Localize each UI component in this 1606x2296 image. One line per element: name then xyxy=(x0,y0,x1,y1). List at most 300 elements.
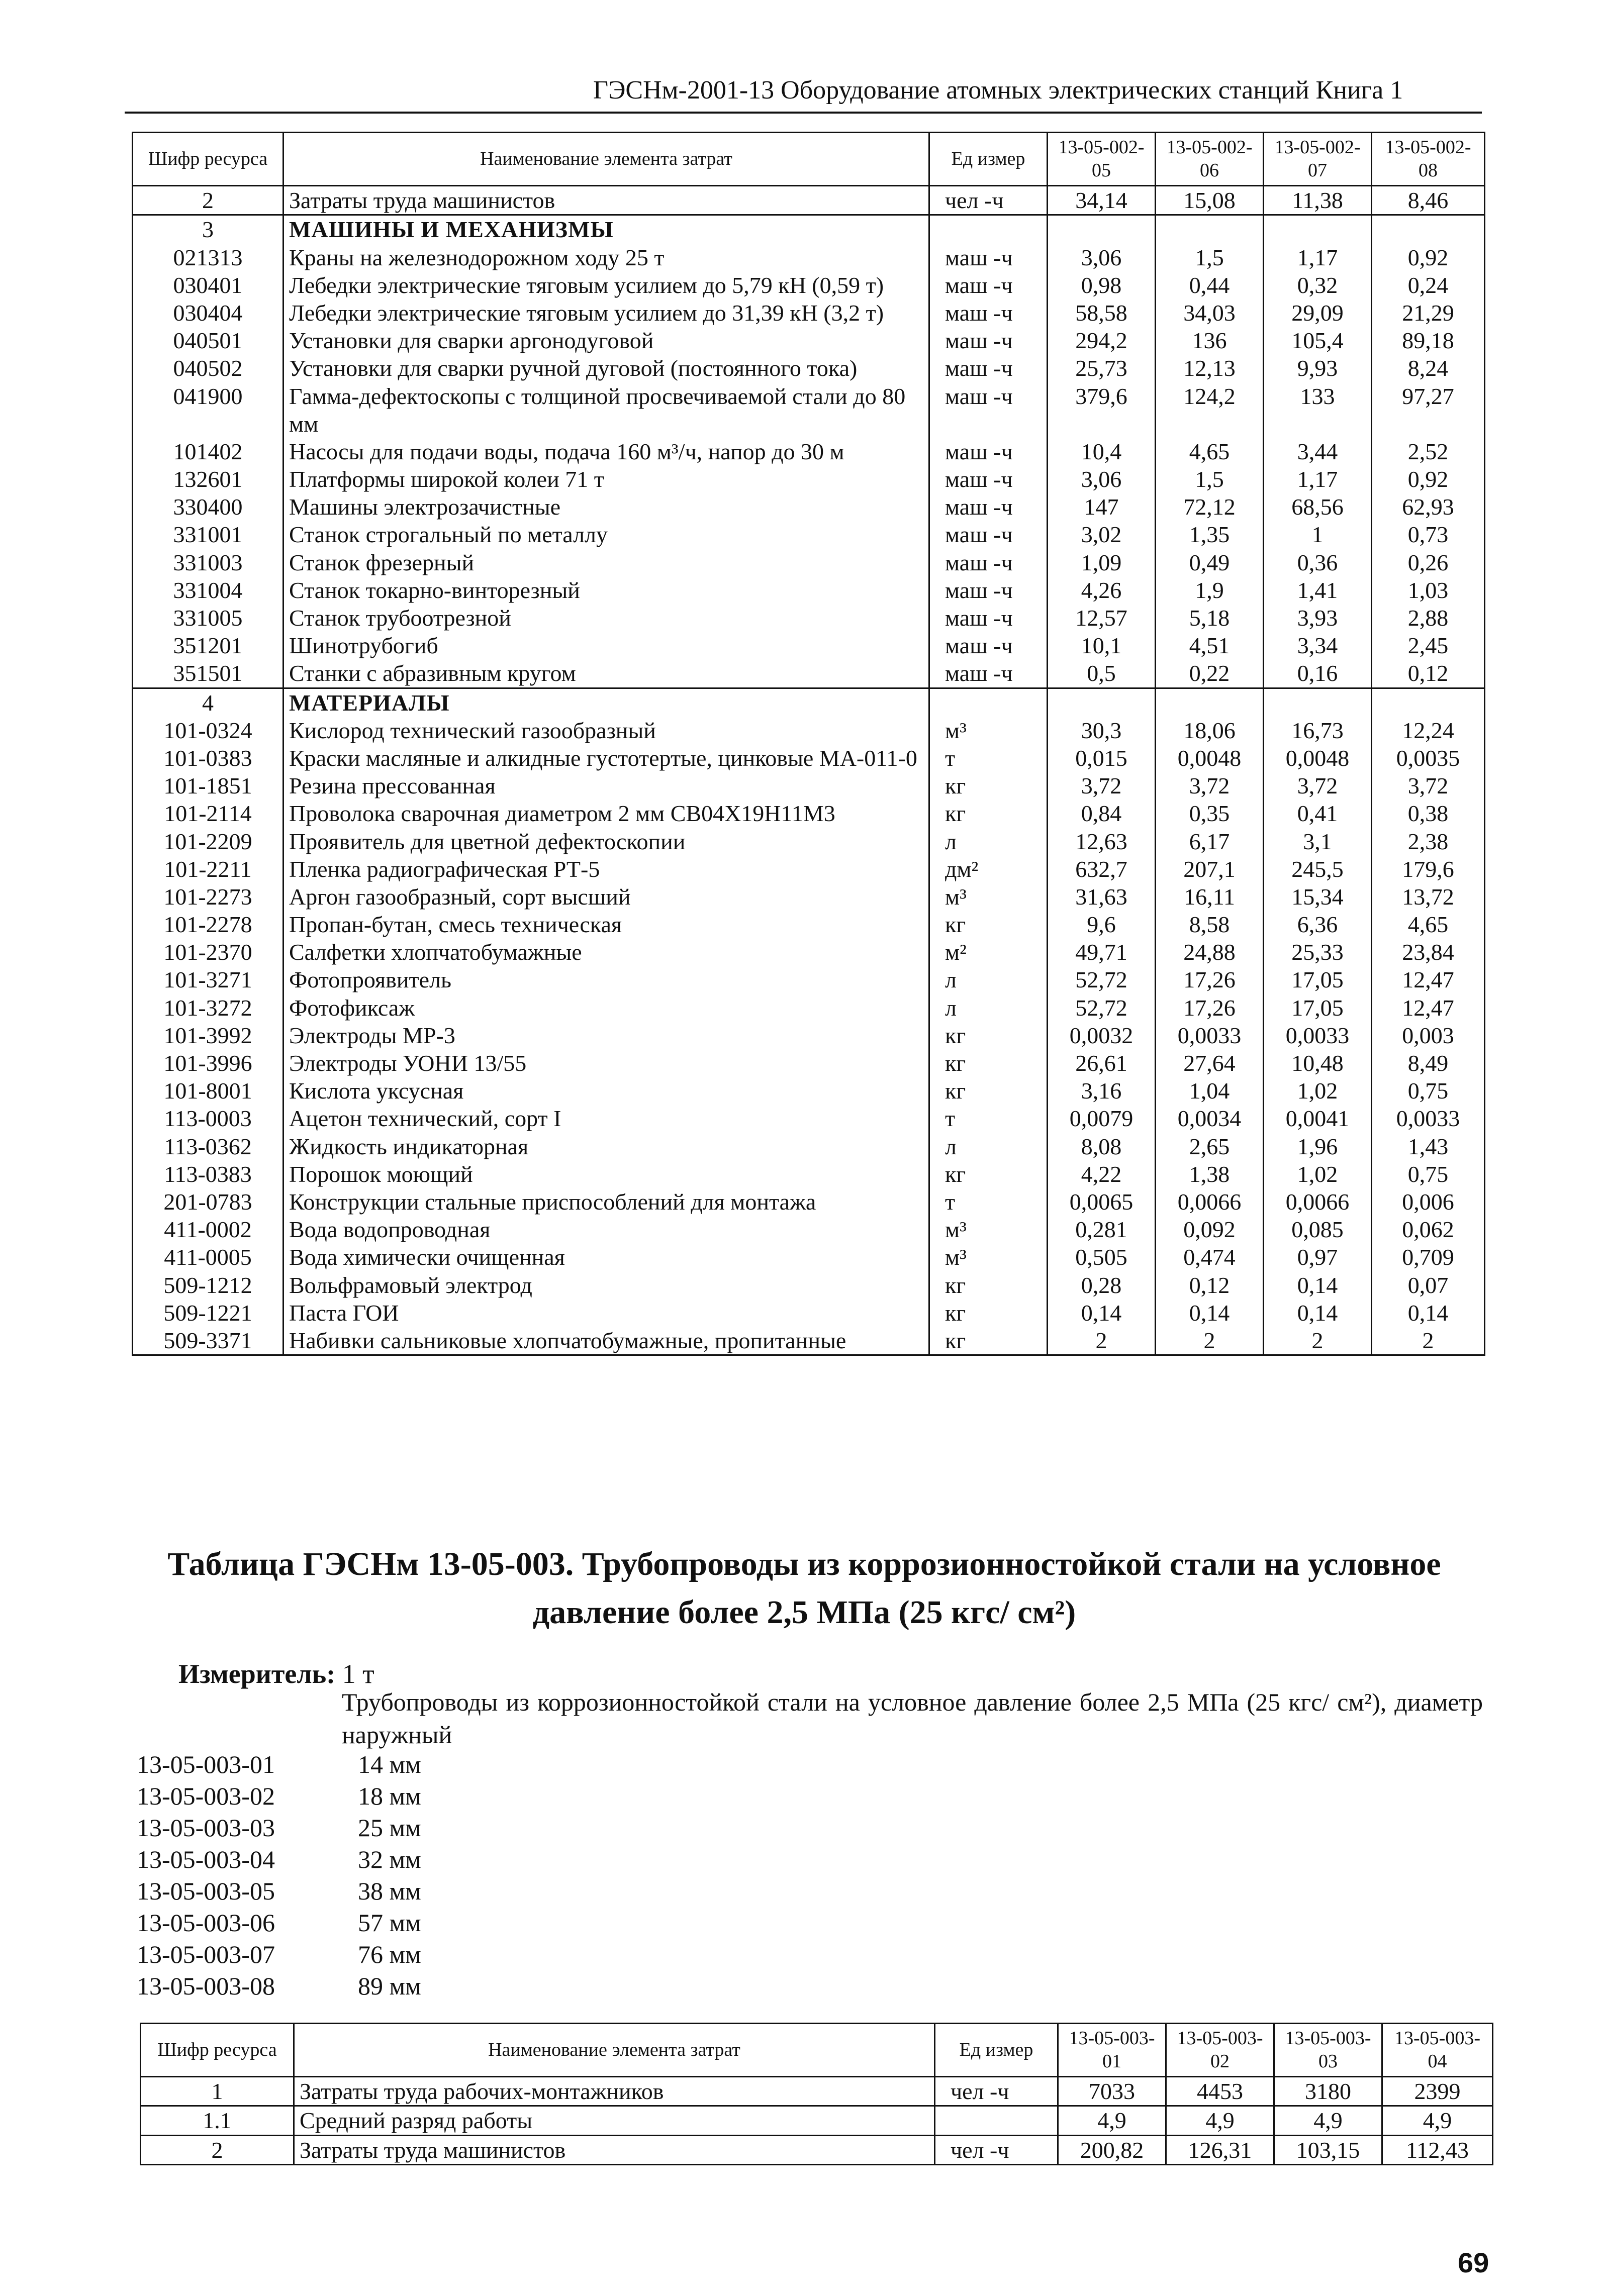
norm-value: 6,17 xyxy=(1156,828,1264,855)
norm-value: 147 xyxy=(1048,493,1156,521)
resource-code: 330400 xyxy=(133,493,284,521)
norm-value: 0,49 xyxy=(1156,549,1264,576)
resource-name: Лебедки электрические тяговым усилием до 31,39 кН (3,2 т) xyxy=(284,299,929,327)
column-header: 13-05-003-02 xyxy=(1166,2024,1274,2077)
variant-row xyxy=(137,1939,421,1970)
unit-of-measure: чел -ч xyxy=(929,186,1048,215)
norm-value: 1,17 xyxy=(1264,465,1372,493)
unit-of-measure: м³ xyxy=(929,1243,1048,1271)
norm-value: 1,17 xyxy=(1264,244,1372,271)
variant-code: 13-05-003-02 xyxy=(137,1782,275,1810)
norm-value: 3,16 xyxy=(1048,1077,1156,1105)
norm-value: 2,38 xyxy=(1372,828,1485,855)
unit-of-measure: м³ xyxy=(929,883,1048,911)
norm-value: 1,03 xyxy=(1372,576,1485,604)
work-description: Трубопроводы из коррозионностойкой стали на условное давление более 2,5 МПа (25 кгс/ см²), диаметр наружный xyxy=(342,1688,1483,1749)
resource-table-13-05-003 xyxy=(140,2023,1493,2165)
resource-name: Электроды МР-3 xyxy=(284,1022,929,1049)
norm-value: 0,0032 xyxy=(1048,1022,1156,1049)
norm-value: 34,03 xyxy=(1156,299,1264,327)
norm-value: 3,72 xyxy=(1372,772,1485,800)
resource-code: 101-2273 xyxy=(133,883,284,911)
norm-value xyxy=(1156,215,1264,244)
norm-value: 0,0041 xyxy=(1264,1105,1372,1132)
running-header: ГЭСНм-2001-13 Оборудование атомных электрических станций Книга 1 xyxy=(593,76,1403,105)
norm-value: 179,6 xyxy=(1372,855,1485,883)
unit-of-measure: кг xyxy=(929,1022,1048,1049)
variant-code: 13-05-003-05 xyxy=(137,1877,275,1905)
norm-value: 245,5 xyxy=(1264,855,1372,883)
unit-of-measure: л xyxy=(929,1133,1048,1160)
resource-code: 4 xyxy=(133,688,284,717)
resource-name: Шинотрубогиб xyxy=(284,632,929,659)
resource-name: Установки для сварки аргонодуговой xyxy=(284,327,929,354)
norm-value: 97,27 xyxy=(1372,382,1485,438)
variant-code: 13-05-003-01 xyxy=(137,1750,275,1778)
norm-value: 1,02 xyxy=(1264,1077,1372,1105)
norm-value: 0,35 xyxy=(1156,800,1264,827)
norm-value: 2,45 xyxy=(1372,632,1485,659)
variant-row xyxy=(137,1780,421,1812)
norm-value: 0,0033 xyxy=(1156,1022,1264,1049)
resource-code: 113-0003 xyxy=(133,1105,284,1132)
column-header: Наименование элемента затрат xyxy=(284,133,929,186)
variant-diameter: 57 мм xyxy=(358,1909,421,1937)
table-title xyxy=(121,1540,1488,1636)
norm-value: 11,38 xyxy=(1264,186,1372,215)
norm-value: 105,4 xyxy=(1264,327,1372,354)
norm-value: 3,02 xyxy=(1048,521,1156,548)
column-header: Шифр ресурса xyxy=(133,133,284,186)
norm-value: 6,36 xyxy=(1264,911,1372,938)
norm-value: 3,34 xyxy=(1264,632,1372,659)
resource-code: 030404 xyxy=(133,299,284,327)
unit-of-measure: маш -ч xyxy=(929,438,1048,465)
norm-value: 0,0033 xyxy=(1372,1105,1485,1132)
norm-value: 18,06 xyxy=(1156,717,1264,744)
table-row xyxy=(141,2077,1493,2106)
norm-value: 2399 xyxy=(1382,2077,1493,2106)
unit-of-measure: кг xyxy=(929,1299,1048,1327)
unit-of-measure: маш -ч xyxy=(929,382,1048,438)
norm-value: 112,43 xyxy=(1382,2135,1493,2164)
table-row xyxy=(133,493,1485,521)
table-row xyxy=(133,521,1485,548)
resource-name: Средний разряд работы xyxy=(294,2106,935,2135)
norm-value: 0,28 xyxy=(1048,1271,1156,1299)
unit-of-measure: м³ xyxy=(929,1216,1048,1243)
norm-value: 12,47 xyxy=(1372,994,1485,1022)
resource-code: 3 xyxy=(133,215,284,244)
norm-value: 16,11 xyxy=(1156,883,1264,911)
column-header: Ед измер xyxy=(929,133,1048,186)
resource-name: Конструкции стальные приспособлений для монтажа xyxy=(284,1188,929,1216)
variant-list xyxy=(137,1749,421,2002)
norm-value: 0,0066 xyxy=(1264,1188,1372,1216)
unit-of-measure: кг xyxy=(929,1077,1048,1105)
section-row xyxy=(133,215,1485,244)
variant-row xyxy=(137,1749,421,1780)
norm-value: 0,14 xyxy=(1156,1299,1264,1327)
norm-value: 8,58 xyxy=(1156,911,1264,938)
norm-value: 0,97 xyxy=(1264,1243,1372,1271)
resource-code: 101402 xyxy=(133,438,284,465)
norm-value: 27,64 xyxy=(1156,1049,1264,1077)
variant-row xyxy=(137,1875,421,1907)
norm-value: 29,09 xyxy=(1264,299,1372,327)
resource-code: 101-8001 xyxy=(133,1077,284,1105)
table-row xyxy=(133,1327,1485,1355)
variant-code: 13-05-003-08 xyxy=(137,1972,275,2000)
table-row xyxy=(133,828,1485,855)
unit-of-measure: маш -ч xyxy=(929,299,1048,327)
resource-name: МАТЕРИАЛЫ xyxy=(284,688,929,717)
column-header: 13-05-002-05 xyxy=(1048,133,1156,186)
resource-code: 101-2209 xyxy=(133,828,284,855)
norm-value: 0,22 xyxy=(1156,659,1264,688)
resource-code: 132601 xyxy=(133,465,284,493)
norm-value: 25,73 xyxy=(1048,354,1156,382)
unit-of-measure: маш -ч xyxy=(929,632,1048,659)
resource-name: Краски масляные и алкидные густотертые, цинковые МА-011-0 xyxy=(284,744,929,772)
unit-of-measure xyxy=(935,2106,1058,2135)
norm-value: 0,0065 xyxy=(1048,1188,1156,1216)
norm-value: 0,0048 xyxy=(1264,744,1372,772)
norm-value: 12,47 xyxy=(1372,966,1485,993)
resource-code: 113-0362 xyxy=(133,1133,284,1160)
norm-value: 0,98 xyxy=(1048,271,1156,299)
norm-value: 0,92 xyxy=(1372,465,1485,493)
norm-value: 0,5 xyxy=(1048,659,1156,688)
norm-value: 1,96 xyxy=(1264,1133,1372,1160)
resource-name: Порошок моющий xyxy=(284,1160,929,1188)
norm-value xyxy=(1048,688,1156,717)
unit-of-measure: т xyxy=(929,1188,1048,1216)
norm-value: 62,93 xyxy=(1372,493,1485,521)
table-row xyxy=(133,1049,1485,1077)
norm-value: 0,0034 xyxy=(1156,1105,1264,1132)
norm-value: 0,0035 xyxy=(1372,744,1485,772)
norm-value: 0,062 xyxy=(1372,1216,1485,1243)
resource-code: 101-3996 xyxy=(133,1049,284,1077)
norm-value: 2 xyxy=(1372,1327,1485,1355)
norm-value: 632,7 xyxy=(1048,855,1156,883)
table-row xyxy=(133,1022,1485,1049)
norm-value: 3,44 xyxy=(1264,438,1372,465)
resource-code: 411-0005 xyxy=(133,1243,284,1271)
norm-value: 0,14 xyxy=(1264,1271,1372,1299)
resource-name: Ацетон технический, сорт I xyxy=(284,1105,929,1132)
column-header: 13-05-003-01 xyxy=(1058,2024,1166,2077)
unit-of-measure: чел -ч xyxy=(935,2077,1058,2106)
norm-value xyxy=(1372,215,1485,244)
measure-label: Измеритель: xyxy=(178,1659,336,1689)
resource-code: 351201 xyxy=(133,632,284,659)
resource-name: Станок токарно-винторезный xyxy=(284,576,929,604)
resource-code: 201-0783 xyxy=(133,1188,284,1216)
norm-value: 1,41 xyxy=(1264,576,1372,604)
norm-value: 1,09 xyxy=(1048,549,1156,576)
norm-value: 2 xyxy=(1048,1327,1156,1355)
norm-value: 1,38 xyxy=(1156,1160,1264,1188)
norm-value: 3,1 xyxy=(1264,828,1372,855)
norm-value: 0,07 xyxy=(1372,1271,1485,1299)
norm-value: 1 xyxy=(1264,521,1372,548)
table-row xyxy=(133,549,1485,576)
resource-name: Вода водопроводная xyxy=(284,1216,929,1243)
norm-value: 12,63 xyxy=(1048,828,1156,855)
resource-code: 411-0002 xyxy=(133,1216,284,1243)
table-row xyxy=(133,994,1485,1022)
resource-name: Пропан-бутан, смесь техническая xyxy=(284,911,929,938)
norm-value: 294,2 xyxy=(1048,327,1156,354)
norm-value: 0,16 xyxy=(1264,659,1372,688)
resource-name: Машины электрозачистные xyxy=(284,493,929,521)
table-title-line-2: давление более 2,5 МПа (25 кгс/ см²) xyxy=(532,1593,1076,1631)
table-row xyxy=(133,744,1485,772)
unit-of-measure: маш -ч xyxy=(929,244,1048,271)
unit-of-measure: маш -ч xyxy=(929,521,1048,548)
variant-diameter: 25 мм xyxy=(358,1814,421,1842)
norm-value xyxy=(1264,688,1372,717)
unit-of-measure xyxy=(929,688,1048,717)
norm-value: 1,9 xyxy=(1156,576,1264,604)
table-row xyxy=(141,2106,1493,2135)
norm-value: 9,6 xyxy=(1048,911,1156,938)
norm-value: 30,3 xyxy=(1048,717,1156,744)
resource-code: 101-0324 xyxy=(133,717,284,744)
resource-name: Вольфрамовый электрод xyxy=(284,1271,929,1299)
table-row xyxy=(133,1243,1485,1271)
norm-value: 0,44 xyxy=(1156,271,1264,299)
variant-diameter: 32 мм xyxy=(358,1845,421,1873)
variant-row xyxy=(137,1970,421,2002)
unit-of-measure: т xyxy=(929,1105,1048,1132)
norm-value: 1,02 xyxy=(1264,1160,1372,1188)
norm-value: 1,35 xyxy=(1156,521,1264,548)
norm-value: 0,38 xyxy=(1372,800,1485,827)
norm-value: 4,22 xyxy=(1048,1160,1156,1188)
resource-code: 509-1221 xyxy=(133,1299,284,1327)
unit-of-measure: маш -ч xyxy=(929,549,1048,576)
unit-of-measure: маш -ч xyxy=(929,604,1048,632)
norm-value xyxy=(1372,688,1485,717)
resource-code: 101-1851 xyxy=(133,772,284,800)
unit-of-measure: дм² xyxy=(929,855,1048,883)
norm-value: 3,93 xyxy=(1264,604,1372,632)
norm-value: 8,46 xyxy=(1372,186,1485,215)
norm-value: 8,08 xyxy=(1048,1133,1156,1160)
unit-of-measure: маш -ч xyxy=(929,271,1048,299)
column-header: 13-05-002-07 xyxy=(1264,133,1372,186)
table-row xyxy=(141,2135,1493,2164)
resource-code: 101-2278 xyxy=(133,911,284,938)
norm-value: 0,14 xyxy=(1048,1299,1156,1327)
table-row xyxy=(133,1188,1485,1216)
resource-name: Паста ГОИ xyxy=(284,1299,929,1327)
norm-value: 0,0048 xyxy=(1156,744,1264,772)
table-row xyxy=(133,966,1485,993)
norm-value: 0,32 xyxy=(1264,271,1372,299)
unit-of-measure: маш -ч xyxy=(929,354,1048,382)
unit-of-measure: маш -ч xyxy=(929,465,1048,493)
norm-value: 0,0033 xyxy=(1264,1022,1372,1049)
unit-of-measure: маш -ч xyxy=(929,576,1048,604)
resource-code: 101-3271 xyxy=(133,966,284,993)
page-number: 69 xyxy=(1458,2247,1489,2278)
norm-value: 0,505 xyxy=(1048,1243,1156,1271)
resource-name: Насосы для подачи воды, подача 160 м³/ч, напор до 30 м xyxy=(284,438,929,465)
norm-value: 0,0079 xyxy=(1048,1105,1156,1132)
norm-value: 4,65 xyxy=(1372,911,1485,938)
resource-code: 2 xyxy=(141,2135,294,2164)
norm-value: 4,9 xyxy=(1274,2106,1382,2135)
resource-name: Пленка радиографическая РТ-5 xyxy=(284,855,929,883)
variant-row xyxy=(137,1907,421,1939)
norm-value: 3180 xyxy=(1274,2077,1382,2106)
resource-name: Станок фрезерный xyxy=(284,549,929,576)
norm-value: 0,12 xyxy=(1372,659,1485,688)
unit-of-measure: маш -ч xyxy=(929,327,1048,354)
table-row xyxy=(133,1271,1485,1299)
table-row xyxy=(133,1216,1485,1243)
column-header: Наименование элемента затрат xyxy=(294,2024,935,2077)
norm-value: 0,24 xyxy=(1372,271,1485,299)
variant-diameter: 38 мм xyxy=(358,1877,421,1905)
unit-of-measure: кг xyxy=(929,1160,1048,1188)
resource-name: Затраты труда машинистов xyxy=(294,2135,935,2164)
table-row xyxy=(133,382,1485,438)
table-row xyxy=(133,800,1485,827)
resource-code: 040501 xyxy=(133,327,284,354)
table-row xyxy=(133,938,1485,966)
table-title-line-1: Таблица ГЭСНм 13-05-003. Трубопроводы из коррозионностойкой стали на условное xyxy=(167,1546,1441,1582)
resource-name: Лебедки электрические тяговым усилием до 5,79 кН (0,59 т) xyxy=(284,271,929,299)
column-header: 13-05-003-04 xyxy=(1382,2024,1493,2077)
norm-value: 0,085 xyxy=(1264,1216,1372,1243)
norm-value: 133 xyxy=(1264,382,1372,438)
norm-value: 12,24 xyxy=(1372,717,1485,744)
norm-value: 31,63 xyxy=(1048,883,1156,911)
norm-value: 0,14 xyxy=(1264,1299,1372,1327)
resource-name: Аргон газообразный, сорт высший xyxy=(284,883,929,911)
norm-value: 49,71 xyxy=(1048,938,1156,966)
norm-value: 10,1 xyxy=(1048,632,1156,659)
resource-name: Кислород технический газообразный xyxy=(284,717,929,744)
table-row xyxy=(133,271,1485,299)
resource-name: Затраты труда рабочих-монтажников xyxy=(294,2077,935,2106)
norm-value: 0,281 xyxy=(1048,1216,1156,1243)
norm-value: 21,29 xyxy=(1372,299,1485,327)
unit-of-measure: кг xyxy=(929,772,1048,800)
variant-row xyxy=(137,1812,421,1844)
resource-code: 2 xyxy=(133,186,284,215)
norm-value: 207,1 xyxy=(1156,855,1264,883)
norm-value: 2,52 xyxy=(1372,438,1485,465)
table-row xyxy=(133,659,1485,688)
resource-name: Электроды УОНИ 13/55 xyxy=(284,1049,929,1077)
table-row xyxy=(133,244,1485,271)
table-row xyxy=(133,1299,1485,1327)
norm-value: 1,5 xyxy=(1156,244,1264,271)
unit-of-measure: кг xyxy=(929,800,1048,827)
norm-value: 136 xyxy=(1156,327,1264,354)
norm-value: 0,474 xyxy=(1156,1243,1264,1271)
unit-of-measure: т xyxy=(929,744,1048,772)
norm-value: 3,06 xyxy=(1048,465,1156,493)
norm-value: 1,5 xyxy=(1156,465,1264,493)
norm-value: 379,6 xyxy=(1048,382,1156,438)
column-header: 13-05-003-03 xyxy=(1274,2024,1382,2077)
column-header: Ед измер xyxy=(935,2024,1058,2077)
table-row xyxy=(133,883,1485,911)
resource-name: Гамма-дефектоскопы с толщиной просвечиваемой стали до 80 мм xyxy=(284,382,929,438)
resource-name: Станки с абразивным кругом xyxy=(284,659,929,688)
norm-value: 7033 xyxy=(1058,2077,1166,2106)
norm-value: 52,72 xyxy=(1048,966,1156,993)
unit-of-measure: маш -ч xyxy=(929,493,1048,521)
norm-value: 17,26 xyxy=(1156,966,1264,993)
resource-name: Жидкость индикаторная xyxy=(284,1133,929,1160)
norm-value: 3,06 xyxy=(1048,244,1156,271)
resource-name: Проволока сварочная диаметром 2 мм СВ04Х19Н11М3 xyxy=(284,800,929,827)
norm-value: 103,15 xyxy=(1274,2135,1382,2164)
norm-value: 4,9 xyxy=(1382,2106,1493,2135)
norm-value: 0,006 xyxy=(1372,1188,1485,1216)
resource-name: Кислота уксусная xyxy=(284,1077,929,1105)
measure-value: 1 т xyxy=(342,1659,374,1689)
resource-name: Краны на железнодорожном ходу 25 т xyxy=(284,244,929,271)
table-row xyxy=(133,632,1485,659)
column-header: 13-05-002-08 xyxy=(1372,133,1485,186)
norm-value: 124,2 xyxy=(1156,382,1264,438)
norm-value xyxy=(1264,215,1372,244)
resource-code: 509-3371 xyxy=(133,1327,284,1355)
resource-name: Станок строгальный по металлу xyxy=(284,521,929,548)
norm-value: 8,49 xyxy=(1372,1049,1485,1077)
norm-value xyxy=(1156,688,1264,717)
variant-code: 13-05-003-07 xyxy=(137,1940,275,1968)
norm-value: 0,709 xyxy=(1372,1243,1485,1271)
resource-code: 101-3992 xyxy=(133,1022,284,1049)
resource-name: Установки для сварки ручной дуговой (постоянного тока) xyxy=(284,354,929,382)
table-row xyxy=(133,1077,1485,1105)
table-row xyxy=(133,327,1485,354)
variant-code: 13-05-003-04 xyxy=(137,1845,275,1873)
norm-value: 89,18 xyxy=(1372,327,1485,354)
norm-value: 0,0066 xyxy=(1156,1188,1264,1216)
resource-name: Салфетки хлопчатобумажные xyxy=(284,938,929,966)
column-header: Шифр ресурса xyxy=(141,2024,294,2077)
norm-value: 26,61 xyxy=(1048,1049,1156,1077)
unit-of-measure: чел -ч xyxy=(935,2135,1058,2164)
resource-code: 030401 xyxy=(133,271,284,299)
unit-of-measure: кг xyxy=(929,1049,1048,1077)
norm-value: 0,73 xyxy=(1372,521,1485,548)
unit-of-measure: кг xyxy=(929,911,1048,938)
unit-of-measure: л xyxy=(929,994,1048,1022)
resource-code: 040502 xyxy=(133,354,284,382)
norm-value: 3,72 xyxy=(1156,772,1264,800)
variant-diameter: 18 мм xyxy=(358,1782,421,1810)
resource-name: Фотопроявитель xyxy=(284,966,929,993)
norm-value: 2 xyxy=(1264,1327,1372,1355)
norm-value: 0,003 xyxy=(1372,1022,1485,1049)
variant-code: 13-05-003-03 xyxy=(137,1814,275,1842)
norm-value: 2,65 xyxy=(1156,1133,1264,1160)
norm-value: 23,84 xyxy=(1372,938,1485,966)
unit-of-measure: маш -ч xyxy=(929,659,1048,688)
